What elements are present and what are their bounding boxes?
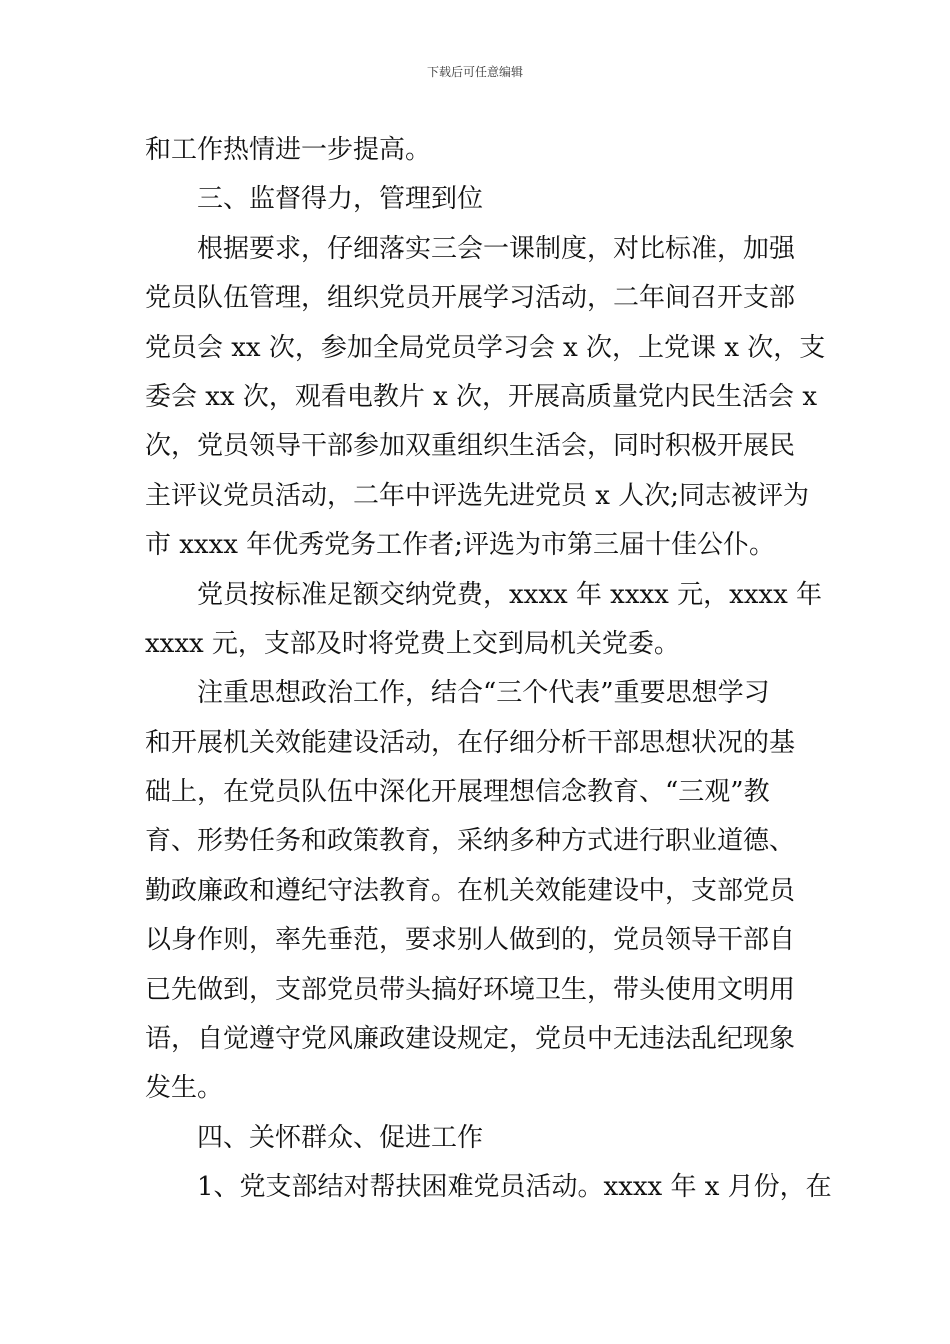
text-line: 发生。	[145, 1073, 224, 1104]
text-line: xxxx 元，支部及时将党费上交到局机关党委。	[145, 628, 680, 659]
text-line: 党员队伍管理，组织党员开展学习活动，二年间召开支部	[145, 283, 796, 314]
text-line: 已先做到，支部党员带头搞好环境卫生，带头使用文明用	[145, 974, 796, 1005]
section-heading: 四、关怀群众、促进工作	[197, 1122, 484, 1153]
text-line: 育、形势任务和政策教育，采纳多种方式进行职业道德、	[145, 826, 796, 857]
text-line: 语，自觉遵守党风廉政建设规定，党员中无违法乱纪现象	[145, 1024, 796, 1055]
text-line: 次，党员领导干部参加双重组织生活会，同时积极开展民	[145, 431, 796, 462]
text-line: 注重思想政治工作，结合“三个代表”重要思想学习	[197, 678, 770, 709]
section-heading: 三、监督得力，管理到位	[197, 184, 484, 215]
text-line: 础上，在党员队伍中深化开展理想信念教育、“三观”教	[145, 777, 770, 808]
text-line: 根据要求，仔细落实三会一课制度，对比标准，加强	[197, 233, 796, 264]
text-line: 勤政廉政和遵纪守法教育。在机关效能建设中，支部党员	[145, 875, 796, 906]
text-line: 党员会 xx 次，参加全局党员学习会 x 次，上党课 x 次，支	[145, 332, 826, 363]
text-line: 主评议党员活动，二年中评选先进党员 x 人次;同志被评为	[145, 480, 809, 511]
text-line: 以身作则，率先垂范，要求别人做到的，党员领导干部自	[145, 925, 796, 956]
text-line: 和工作热情进一步提高。	[145, 135, 432, 165]
text-line: 和开展机关效能建设活动，在仔细分析干部思想状况的基	[145, 727, 796, 758]
text-line: 委会 xx 次，观看电教片 x 次，开展高质量党内民生活会 x	[145, 381, 817, 412]
text-line: 1、党支部结对帮扶困难党员活动。xxxx 年 x 月份，在	[197, 1172, 832, 1203]
text-line: 市 xxxx 年优秀党务工作者;评选为市第三届十佳公仆。	[145, 530, 775, 561]
document-body	[145, 126, 832, 1213]
page-header: 下载后可任意编辑	[426, 65, 523, 79]
text-line: 党员按标准足额交纳党费，xxxx 年 xxxx 元，xxxx 年	[197, 579, 823, 610]
